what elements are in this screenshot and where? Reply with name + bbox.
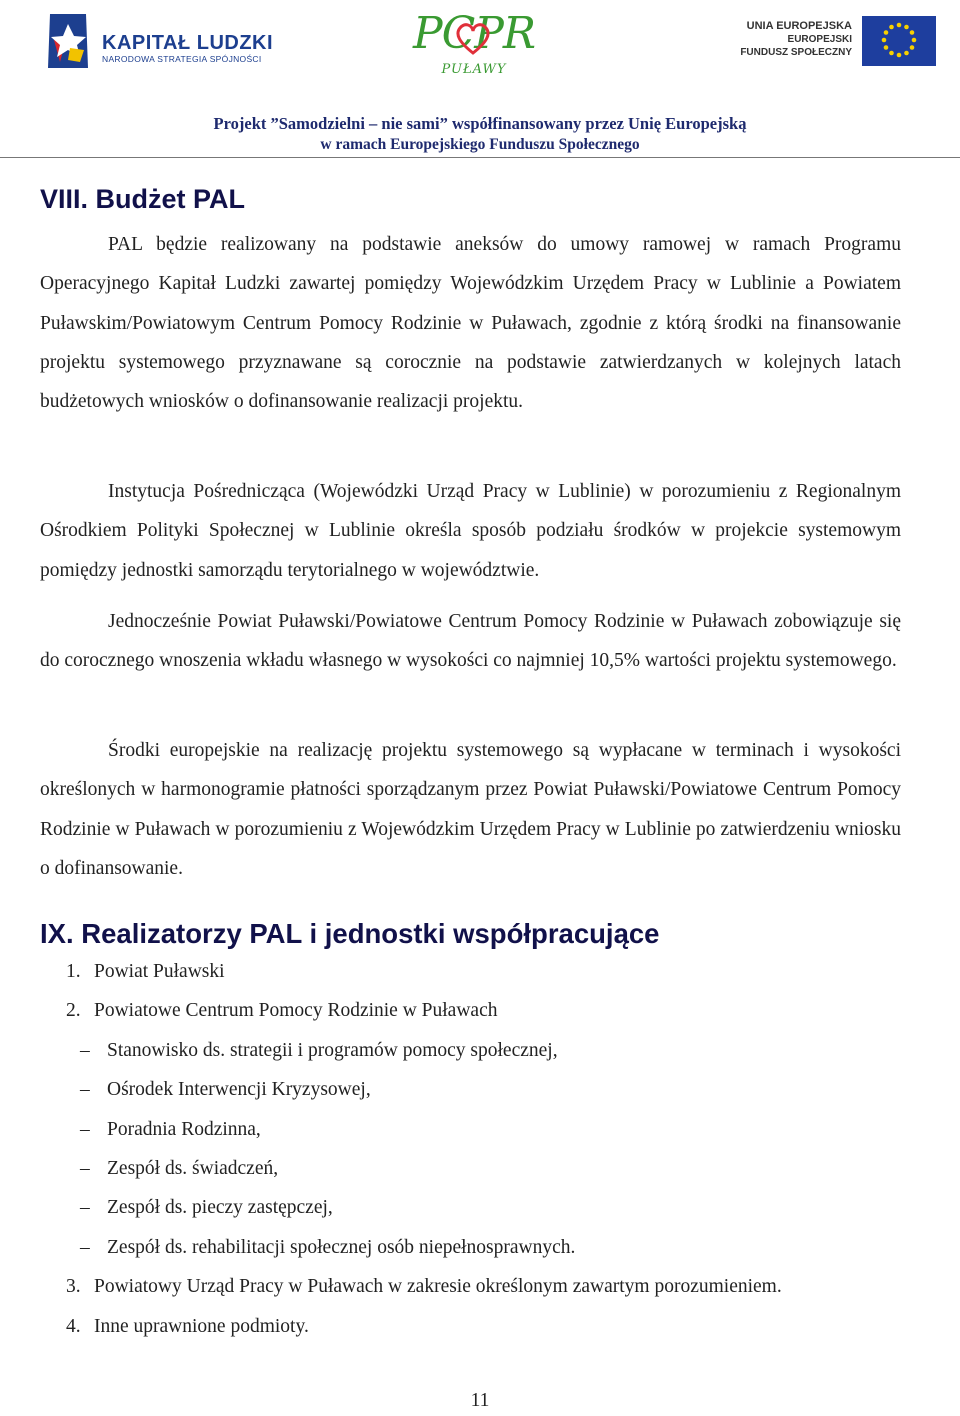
- eu-logo-line3: FUNDUSZ SPOŁECZNY: [740, 47, 852, 58]
- sub-list-item-text: Zespół ds. świadczeń,: [107, 1157, 279, 1179]
- list-item: [0, 952, 960, 991]
- pcpr-logo-subtitle: PUŁAWY: [441, 62, 507, 77]
- eu-logo: [740, 14, 936, 66]
- sub-list-item: [0, 1188, 960, 1227]
- list-item: [0, 1267, 960, 1306]
- project-title-line1: Projekt ”Samodzielni – nie sami” współfinansowany przez Unię Europejską: [213, 114, 747, 133]
- dash-bullet: –: [80, 1197, 90, 1219]
- sub-list-item: [0, 1070, 960, 1109]
- sub-list-item: [0, 1149, 960, 1188]
- pcpr-logo: [408, 8, 540, 78]
- sub-list-item: [0, 1228, 960, 1267]
- kapital-ludzki-title: KAPITAŁ LUDZKI: [102, 32, 274, 54]
- dash-bullet: –: [80, 1079, 90, 1101]
- eu-logo-text: [740, 20, 852, 59]
- eu-logo-line2: EUROPEJSKI: [787, 34, 852, 45]
- eu-flag-icon: [862, 16, 936, 66]
- dash-bullet: –: [80, 1157, 90, 1179]
- project-title-line2: w ramach Europejskiego Funduszu Społecznego: [320, 136, 640, 153]
- budget-paragraph-1: PAL będzie realizowany na podstawie aneksów do umowy ramowej w ramach Programu Operacyjnego Kapitał Ludzki zawartej pomiędzy Wojewódzkim Urzędem Pracy w Lublinie a Powiatem Puławskim/Powiatowym Centrum Pomocy Rodzinie w Puławach, zgodnie z którą środki na finansowanie projektu systemowego przyznawane są corocznie na podstawie zatwierdzanych w kolejnych latach budżetowych wniosków o dofinansowanie realizacji projektu.: [40, 234, 901, 413]
- section-ix-heading: IX. Realizatorzy PAL i jednostki współpracujące: [40, 918, 660, 949]
- implementers-list: [0, 952, 960, 1346]
- kapital-ludzki-subtitle: NARODOWA STRATEGIA SPÓJNOŚCI: [102, 54, 262, 64]
- list-item-number: 4.: [66, 1315, 81, 1337]
- kapital-ludzki-logo: [44, 10, 304, 72]
- list-item-number: 1.: [66, 961, 81, 982]
- dash-bullet: –: [80, 1118, 90, 1140]
- list-item-text: Powiatowy Urząd Pracy w Puławach w zakresie określonym zawartym porozumieniem.: [94, 1276, 782, 1298]
- list-item-number: 2.: [66, 1000, 81, 1022]
- sub-list-item-text: Zespół ds. pieczy zastępczej,: [107, 1197, 333, 1219]
- list-item-number: 3.: [66, 1276, 81, 1298]
- sub-list-item-text: Stanowisko ds. strategii i programów pomocy społecznej,: [107, 1039, 558, 1061]
- budget-paragraph-3: Jednocześnie Powiat Puławski/Powiatowe Centrum Pomocy Rodzinie w Puławach zobowiązuje się do corocznego wnoszenia wkładu własnego w wysokości co najmniej 10,5% wartości projektu systemowego.: [40, 611, 901, 672]
- list-item-text: Powiat Puławski: [94, 961, 225, 982]
- section-viii-heading: VIII. Budżet PAL: [40, 184, 246, 214]
- page-header: [0, 0, 960, 160]
- sub-list-item-text: Poradnia Rodzinna,: [107, 1118, 261, 1140]
- sub-list-item: [0, 1110, 960, 1149]
- budget-paragraph-2: Instytucja Pośrednicząca (Wojewódzki Urząd Pracy w Lublinie) w porozumieniu z Regionalnym Ośrodkiem Polityki Społecznej w Lublinie określa sposób podziału środków w projekcie systemowym pomiędzy jednostki samorządu terytorialnego w województwie.: [40, 481, 901, 581]
- pcpr-logo-title: PCPR: [412, 8, 535, 59]
- sub-list-item-text: Zespół ds. rehabilitacji społecznej osób niepełnosprawnych.: [107, 1236, 576, 1258]
- eu-logo-line1: UNIA EUROPEJSKA: [746, 20, 852, 32]
- list-item-text: Inne uprawnione podmioty.: [94, 1315, 309, 1337]
- page-number: 11: [470, 1390, 490, 1411]
- dash-bullet: –: [80, 1236, 90, 1258]
- sub-list-item-text: Ośrodek Interwencji Kryzysowej,: [107, 1079, 371, 1101]
- heart-icon: [455, 22, 491, 56]
- list-item: [0, 991, 960, 1030]
- list-item: [0, 1307, 960, 1346]
- list-item-text: Powiatowe Centrum Pomocy Rodzinie w Puławach: [94, 1000, 498, 1022]
- sub-list-item: [0, 1031, 960, 1070]
- dash-bullet: –: [80, 1039, 90, 1061]
- kapital-ludzki-emblem-icon: [44, 10, 92, 70]
- header-divider: [0, 157, 960, 158]
- budget-paragraph-4: Środki europejskie na realizację projektu systemowego są wypłacane w terminach i wysokości określonych w harmonogramie płatności sporządzanym przez Powiat Puławski/Powiatowe Centrum Pomocy Rodzinie w Puławach w porozumieniu z Wojewódzkim Urzędem Pracy w Lublinie po zatwierdzeniu wniosku o dofinansowanie.: [40, 740, 901, 879]
